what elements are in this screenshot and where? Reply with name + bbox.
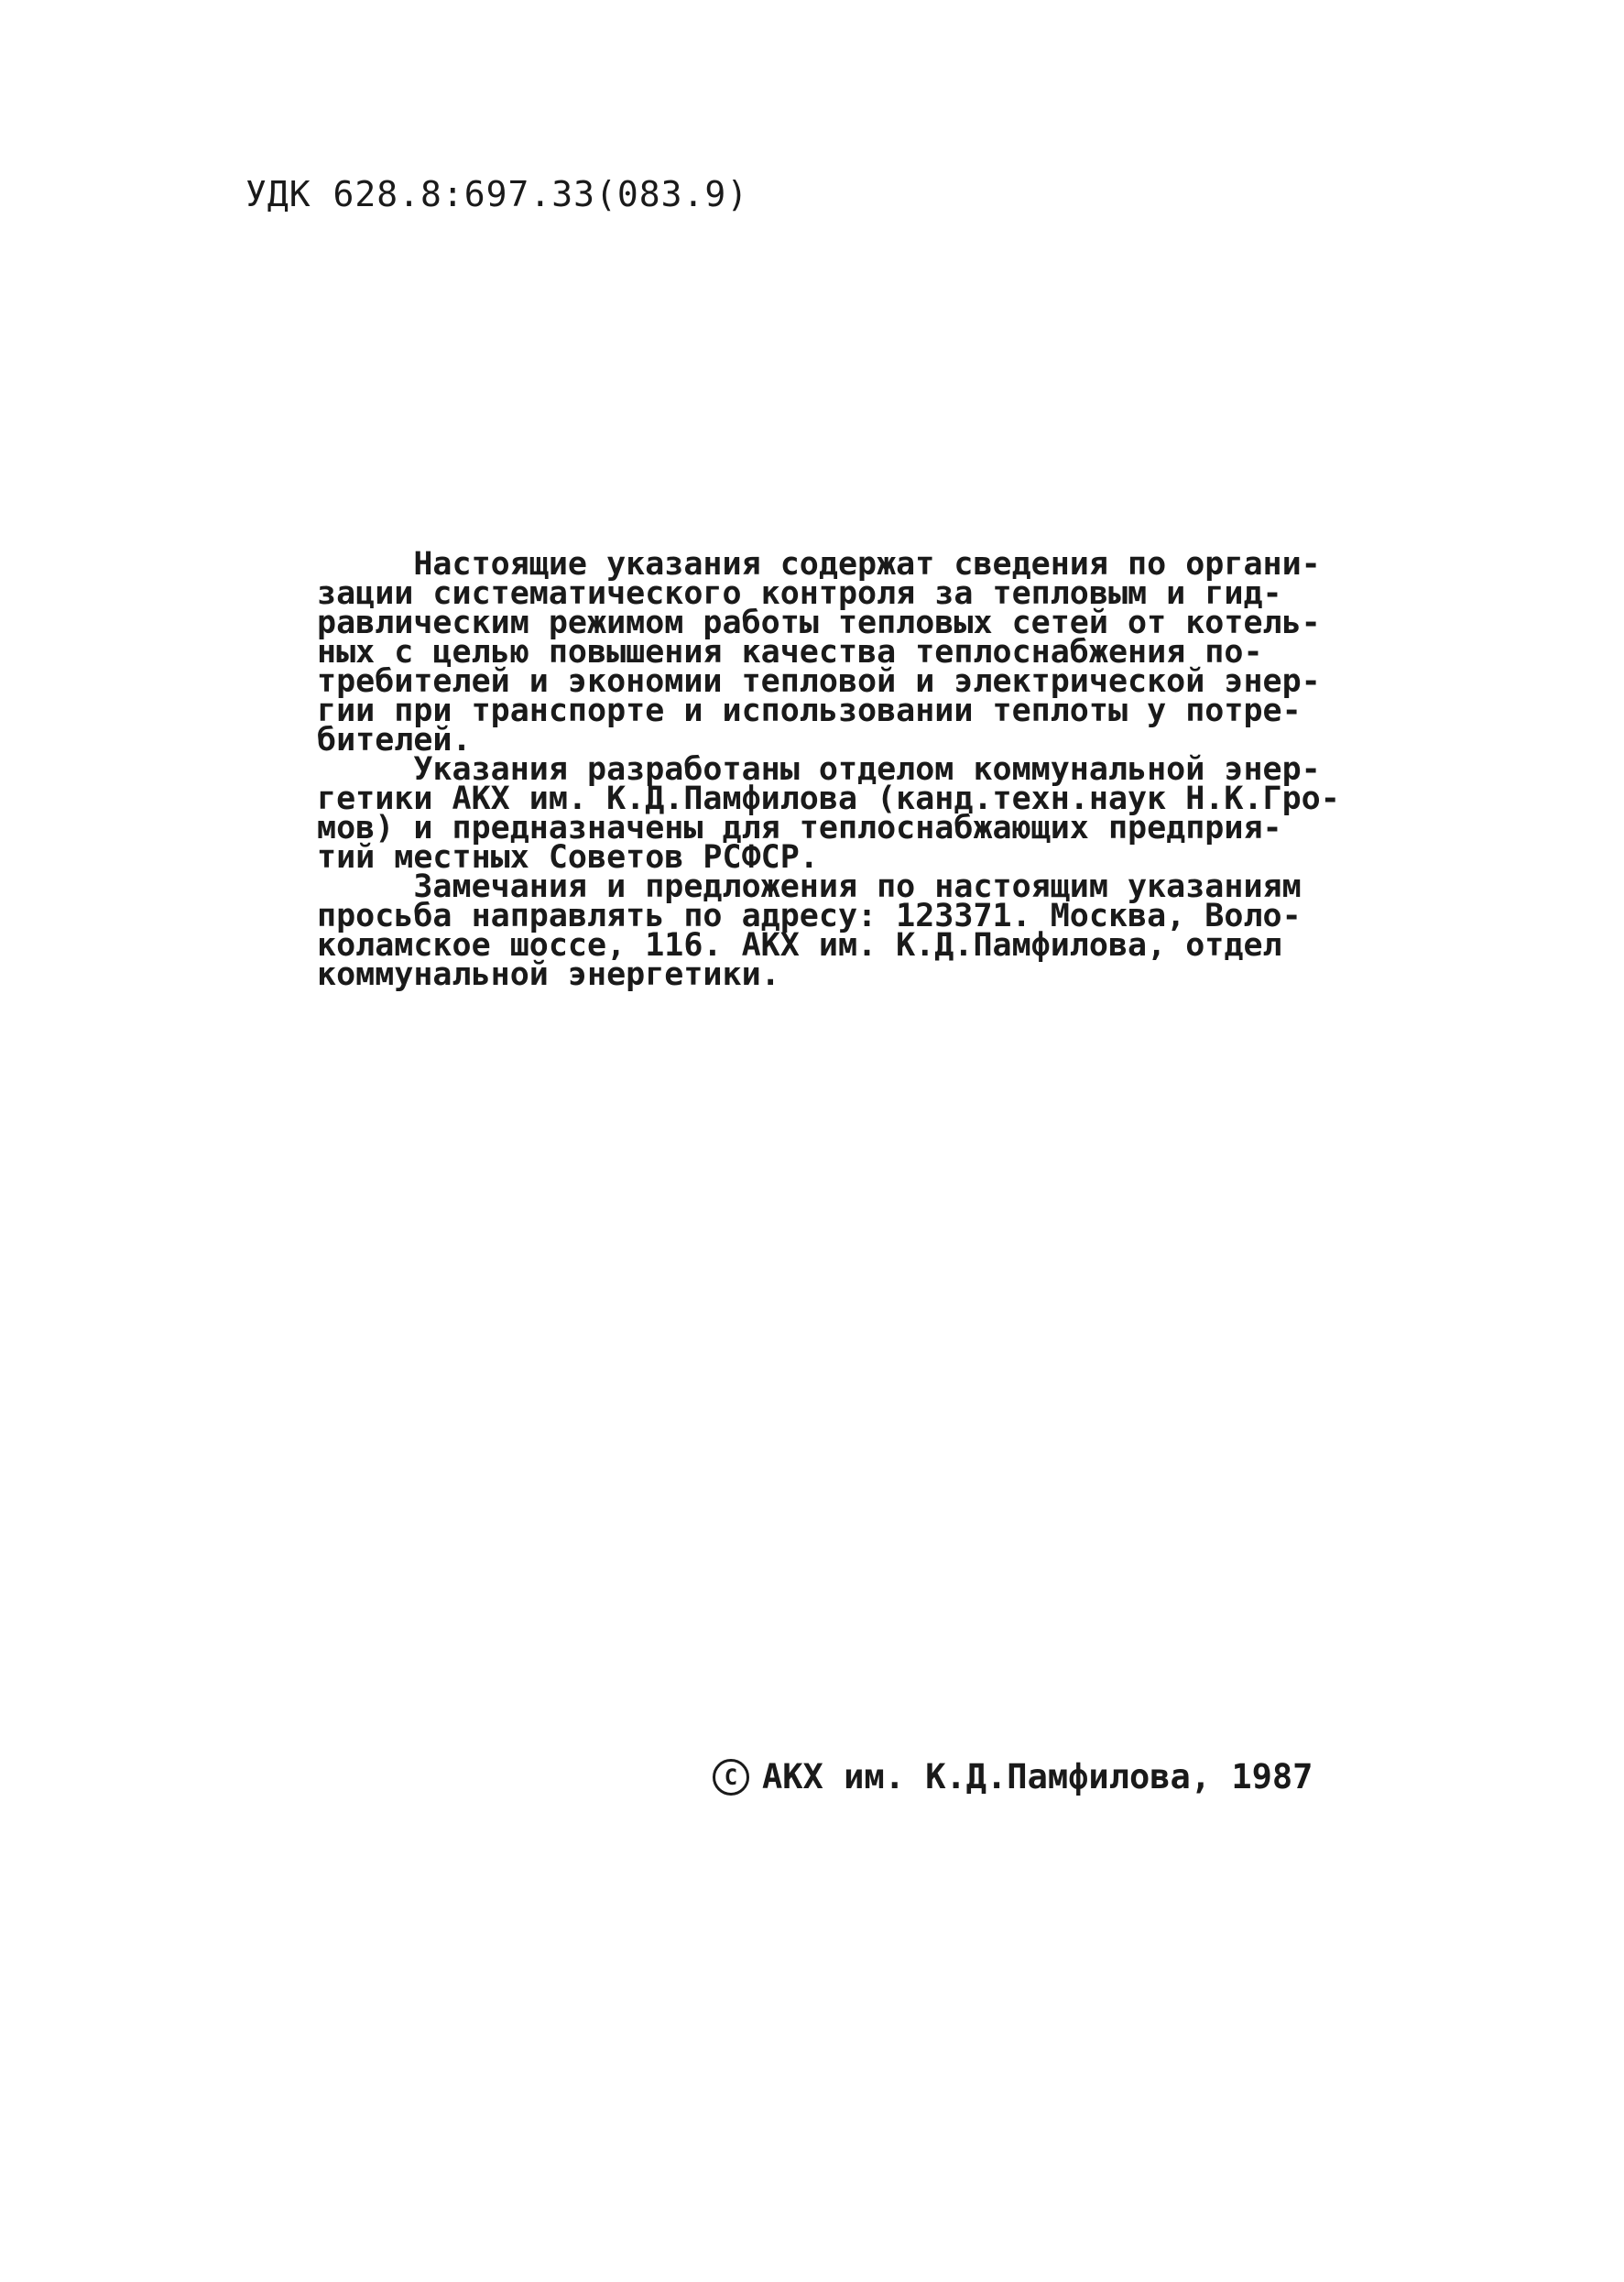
annotation-line: коламское шоссе, 116. АКХ им. К.Д.Памфилова, отдел — [317, 927, 1282, 964]
annotation-line: требителей и экономии тепловой и электрической энер- — [317, 663, 1321, 700]
annotation-line: равлическим режимом работы тепловых сетей от котель- — [317, 605, 1321, 641]
copyright-notice — [713, 1757, 1313, 1796]
annotation-line: Указания разработаны отделом коммунальной энер- — [317, 751, 1321, 788]
annotation-line: Замечания и предложения по настоящим указаниям — [317, 868, 1302, 905]
annotation-line: зации систематического контроля за тепловым и гид- — [317, 575, 1282, 612]
annotation-line: бителей. — [317, 722, 472, 759]
annotation-line: просьба направлять по адресу: 123371. Москва, Воло- — [317, 898, 1302, 934]
annotation-line: коммунальной энергетики. — [317, 956, 780, 993]
annotation-text — [317, 546, 1340, 993]
annotation-line: гетики АКХ им. К.Д.Памфилова (канд.техн.наук Н.К.Гро- — [317, 781, 1340, 817]
annotation-line: мов) и предназначены для теплоснабжающих предприя- — [317, 810, 1282, 846]
udk-code: УДК 628.8:697.33(083.9) — [245, 174, 749, 214]
annotation-line: Настоящие указания содержат сведения по органи- — [317, 546, 1321, 583]
annotation-line: гии при транспорте и использовании теплоты у потре- — [317, 693, 1302, 729]
annotation-line: ных с целью повышения качества теплоснабжения по- — [317, 634, 1263, 671]
annotation-line: тий местных Советов РСФСР. — [317, 839, 819, 876]
copyright-icon: С — [713, 1759, 749, 1796]
copyright-text: АКХ им. К.Д.Памфилова, 1987 — [762, 1757, 1313, 1796]
